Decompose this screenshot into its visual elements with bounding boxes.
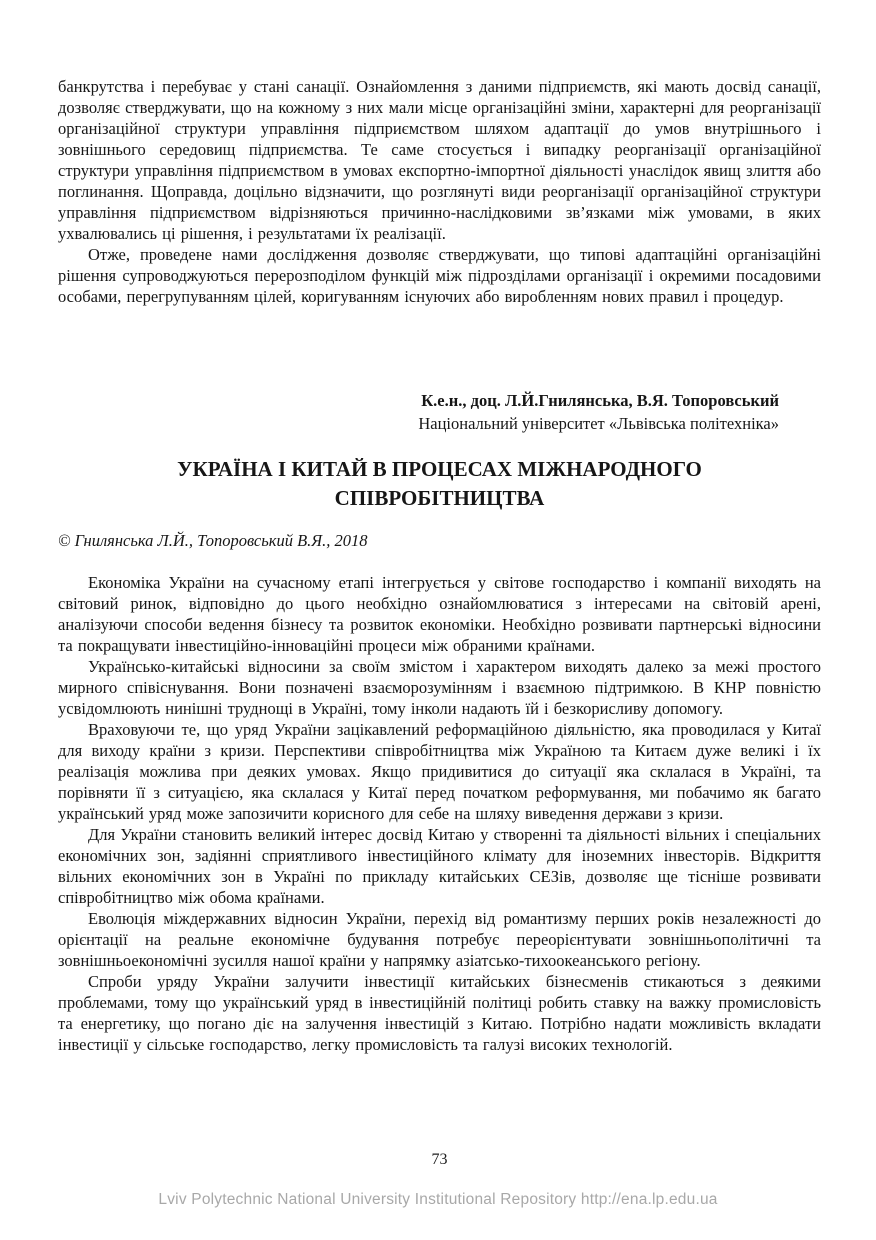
article-title-line2: СПІВРОБІТНИЦТВА	[334, 486, 545, 510]
copyright-line: © Гнилянська Л.Й., Топоровський В.Я., 2018	[58, 531, 368, 550]
page-number: 73	[431, 1151, 448, 1168]
text-column	[58, 0, 821, 1055]
repository-footer: Lviv Polytechnic National University Institutional Repository http://ena.lp.edu.ua	[158, 1191, 718, 1208]
authors-line: К.е.н., доц. Л.Й.Гнилянська, В.Я. Топоровський	[421, 391, 779, 410]
paragraph: Отже, проведене нами дослідження дозволяє стверджувати, що типові адаптаційні організаційні рішення супроводжуються перерозподілом функцій між підрозділами організації і окремими посадовими особами, перегрупуванням цілей, коригуванням існуючих або виробленням нових правил і процедур.	[58, 245, 821, 306]
paragraph: Спроби уряду України залучити інвестиції китайських бізнесменів стикаються з деякими проблемами, тому що український уряд в інвестиційній політиці робить ставку на важку промисловість та енергетику, що погано діє на залучення інвестицій з Китаю. Потрібно надати можливість вкладати інвестиції у сільське господарство, легку промисловість та галузі високих технологій.	[58, 972, 821, 1054]
paragraph: Враховуючи те, що уряд України зацікавлений реформаційною діяльністю, яка проводилася у Китаї для виходу країни з кризи. Перспективи співробітництва між Україною та Китаєм дуже великі і їх реалізація можлива при деяких умовах. Якщо придивитися до ситуації яка склалася в Україні, та порівняти її з ситуацією, яка склалася у Китаї перед початком реформування, ми побачимо як багато український уряд може запозичити корисного для себе на шляху виведення держави з кризи.	[58, 720, 821, 823]
affiliation-line: Національний університет «Львівська політехніка»	[418, 414, 779, 433]
paragraph: банкрутства і перебуває у стані санації. Ознайомлення з даними підприємств, які мають досвід санації, дозволяє стверджувати, що на кожному з них мали місце організаційні зміни, характерні для реорганізації організаційної структури управління підприємством шляхом адаптації до умов внутрішнього і зовнішнього середовищ підприємства. Те саме стосується і випадку реорганізації організаційної структури управління підприємством в умовах експортно-імпортної діяльності унаслідок явищ злиття або поглинання. Щоправда, доцільно відзначити, що розглянуті види реорганізації організаційної структури управління підприємством відрізняються причинно-наслідковими зв’язками між умовами, в яких ухвалювались ці рішення, і результатами їх реалізації.	[58, 77, 821, 243]
author-block	[58, 389, 821, 435]
paragraph: Для України становить великий інтерес досвід Китаю у створенні та діяльності вільних і спеціальних економічних зон, задіянні сприятливого інвестиційного клімату для іноземних інвесторів. Відкриття вільних економічних зон в Україні по прикладу китайських СЕЗів, дозволяє ще тісніше розвивати співробітництво між обома країнами.	[58, 825, 821, 907]
paragraph: Економіка України на сучасному етапі інтегрується у світове господарство і компанії виходять на світовий ринок, відповідно до цього необхідно ознайомлюватися з інтересами на світовій арені, аналізуючи способи ведення бізнесу та розвиток економіки. Необхідно розвивати партнерські відносини та покращувати інвестиційно-інноваційні процеси між обраними країнами.	[58, 573, 821, 655]
paragraph: Українсько-китайські відносини за своїм змістом і характером виходять далеко за межі простого мирного співіснування. Вони позначені взаєморозумінням і взаємною підтримкою. В КНР повністю усвідомлюють нинішні труднощі в Україні, тому інколи надають їй і безкорисливу допомогу.	[58, 657, 821, 718]
article-title	[58, 455, 821, 513]
article-title-line1: УКРАЇНА І КИТАЙ В ПРОЦЕСАХ МІЖНАРОДНОГО	[177, 457, 702, 481]
paragraph: Еволюція міждержавних відносин України, перехід від романтизму перших років незалежності до орієнтації на реальне економічне будування потребує переорієнтувати зовнішньополітичні та зовнішньоекономічні зусилля нашої країни у напрямку азіатсько-тихоокеанського регіону.	[58, 909, 821, 970]
